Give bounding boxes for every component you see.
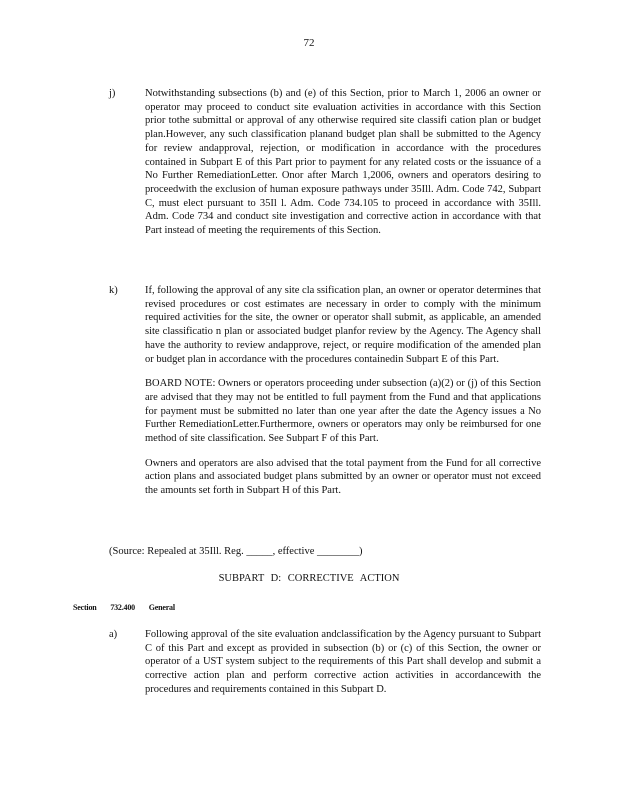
subsection-body (145, 87, 541, 249)
subpart-heading: SUBPART D: CORRECTIVE ACTION (218, 573, 400, 584)
paragraph: If, following the approval of any site cla ssification plan, an owner or operator determines that revised procedures or cost estimates are necessary in order to comply with the minimum required activities for the site, the owner or operator shall submit, as applicable, an amended site classificatio n plan or associated budget planfor review by the Agency. The Agency shall have the authority to review andapprove, reject, or require modification of the amended plan or budget plan in accordance with the procedures containedin Subpart E of this Part. (145, 285, 541, 365)
subsection-body (145, 284, 541, 509)
subsection-body (145, 628, 541, 708)
section-number: 732.400 (110, 603, 135, 612)
page-number: 72 (303, 37, 315, 49)
section-label: Section (73, 603, 97, 612)
subsection-marker: j) (109, 88, 116, 99)
section-title: General (148, 603, 175, 612)
board-note: BOARD NOTE: Owners or operators proceeding under subsection (a)(2) or (j) of this Section are advised that they may not be entitled to full payment from the Fund and that applications for payment must be submitted no later than one year after the date the Agency issues a No Further RemediationLetter.Furthermore, owners or operators may only be reimbursed for one method of site classification. See Subpart F of this Part. (145, 378, 541, 445)
paragraph: Following approval of the site evaluation andclassification by the Agency pursuant to Subpart C of this Part and except as provided in subsection (b) or (c) of this Section, the owner or operator of a UST system subject to the requirements of this Part shall develop and submit a corrective action plan and perform corrective action activities in accordancewith the procedures and requirements contained in this Subpart D. (145, 629, 541, 695)
subsection-marker: k) (109, 285, 118, 296)
subsection-marker: a) (109, 629, 118, 640)
paragraph: Owners and operators are also advised that the total payment from the Fund for all corrective action plans and associated budget plans submitted by an owner or operator must not exceed the amounts set forth in Subpart H of this Part. (145, 457, 541, 497)
section-heading (73, 603, 187, 612)
paragraph: Notwithstanding subsections (b) and (e) of this Section, prior to March 1, 2006 an owner or operator may proceed to conduct site evaluation activities in accordance with this Section prior tothe submittal or approval of any otherwise required site classifi cation plan or budget plan.However, any such classification planand budget plan shall be submitted to the Agency for review andapproval, rejection, or modification in accordance with the procedures contained in Subpart E of this Part prior to payment for any related costs or the issuance of a No Further RemediationLetter. Onor after March 1,2006, owners and operators desiring to proceedwith the exclusion of human exposure pathways under 35Ill. Adm. Code 742, Subpart C, must elect pursuant to 35Il l. Adm. Code 734.105 to proceed in accordance with 35Ill. Adm. Code 734 and conduct site investigation and corrective action in accordance with that Part instead of meeting the requirements of this Section. (145, 88, 541, 237)
source-note: (Source: Repealed at 35Ill. Reg. _____, effective ________) (109, 546, 363, 557)
